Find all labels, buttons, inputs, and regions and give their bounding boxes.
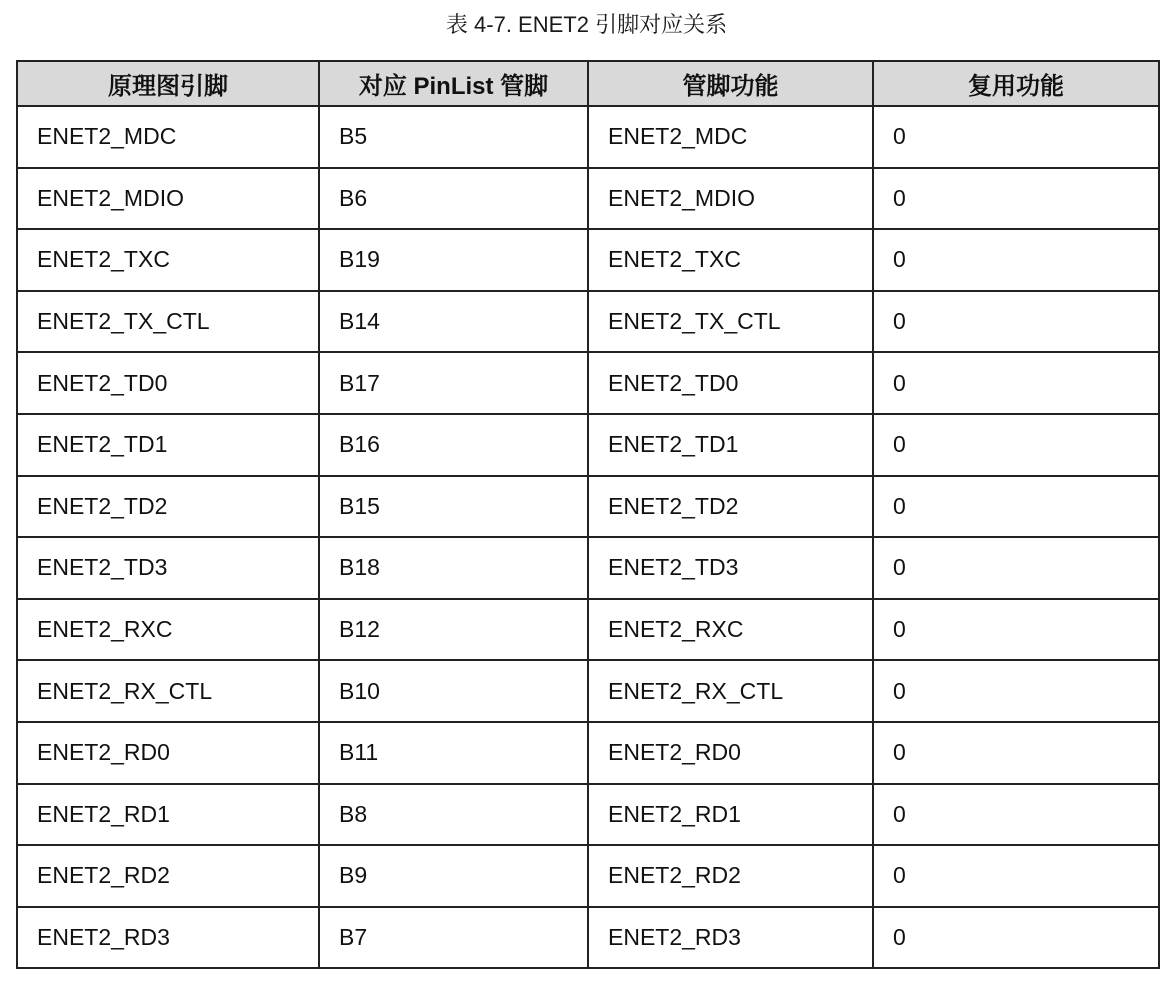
table-row: [17, 229, 1159, 291]
cell-pin-function: ENET2_TD2: [588, 476, 873, 538]
cell-pinlist-pin: B5: [319, 106, 588, 168]
cell-pinlist-pin: B8: [319, 784, 588, 846]
cell-schematic-pin: ENET2_RD1: [17, 784, 319, 846]
cell-schematic-pin: ENET2_RX_CTL: [17, 660, 319, 722]
cell-schematic-pin: ENET2_RD2: [17, 845, 319, 907]
cell-pin-function: ENET2_MDIO: [588, 168, 873, 230]
cell-pin-function: ENET2_RD1: [588, 784, 873, 846]
cell-schematic-pin: ENET2_RD0: [17, 722, 319, 784]
cell-pin-function: ENET2_RD3: [588, 907, 873, 969]
cell-pin-function: ENET2_MDC: [588, 106, 873, 168]
cell-pin-function: ENET2_TD0: [588, 352, 873, 414]
header-mux-function: 复用功能: [873, 61, 1159, 106]
cell-mux-function: 0: [873, 476, 1159, 538]
table-row: [17, 291, 1159, 353]
table-row: [17, 476, 1159, 538]
cell-pinlist-pin: B14: [319, 291, 588, 353]
cell-mux-function: 0: [873, 599, 1159, 661]
cell-mux-function: 0: [873, 168, 1159, 230]
table-row: [17, 907, 1159, 969]
table-row: [17, 414, 1159, 476]
header-pin-function: 管脚功能: [588, 61, 873, 106]
cell-schematic-pin: ENET2_TD0: [17, 352, 319, 414]
enet2-pin-table: [16, 60, 1160, 969]
cell-mux-function: 0: [873, 660, 1159, 722]
cell-mux-function: 0: [873, 845, 1159, 907]
cell-mux-function: 0: [873, 722, 1159, 784]
header-schematic-pin: 原理图引脚: [17, 61, 319, 106]
cell-pin-function: ENET2_RD0: [588, 722, 873, 784]
cell-pinlist-pin: B15: [319, 476, 588, 538]
cell-mux-function: 0: [873, 907, 1159, 969]
cell-mux-function: 0: [873, 229, 1159, 291]
cell-pinlist-pin: B6: [319, 168, 588, 230]
cell-pin-function: ENET2_RX_CTL: [588, 660, 873, 722]
cell-pinlist-pin: B11: [319, 722, 588, 784]
cell-pinlist-pin: B17: [319, 352, 588, 414]
cell-schematic-pin: ENET2_TD1: [17, 414, 319, 476]
table-row: [17, 106, 1159, 168]
cell-mux-function: 0: [873, 537, 1159, 599]
table-row: [17, 784, 1159, 846]
table-row: [17, 660, 1159, 722]
table-row: [17, 352, 1159, 414]
cell-schematic-pin: ENET2_RXC: [17, 599, 319, 661]
table-row: [17, 599, 1159, 661]
cell-mux-function: 0: [873, 352, 1159, 414]
table-header-row: [17, 61, 1159, 106]
table-row: [17, 168, 1159, 230]
cell-schematic-pin: ENET2_TD3: [17, 537, 319, 599]
cell-pinlist-pin: B16: [319, 414, 588, 476]
cell-mux-function: 0: [873, 106, 1159, 168]
cell-pin-function: ENET2_TD3: [588, 537, 873, 599]
cell-schematic-pin: ENET2_MDC: [17, 106, 319, 168]
cell-schematic-pin: ENET2_TD2: [17, 476, 319, 538]
cell-pin-function: ENET2_TD1: [588, 414, 873, 476]
cell-pin-function: ENET2_RXC: [588, 599, 873, 661]
cell-schematic-pin: ENET2_MDIO: [17, 168, 319, 230]
header-pinlist-pin: 对应 PinList 管脚: [319, 61, 588, 106]
cell-pin-function: ENET2_TXC: [588, 229, 873, 291]
cell-mux-function: 0: [873, 414, 1159, 476]
cell-pin-function: ENET2_TX_CTL: [588, 291, 873, 353]
cell-pinlist-pin: B19: [319, 229, 588, 291]
cell-pinlist-pin: B12: [319, 599, 588, 661]
cell-schematic-pin: ENET2_TXC: [17, 229, 319, 291]
cell-pinlist-pin: B18: [319, 537, 588, 599]
table-row: [17, 722, 1159, 784]
cell-pin-function: ENET2_RD2: [588, 845, 873, 907]
cell-pinlist-pin: B7: [319, 907, 588, 969]
cell-mux-function: 0: [873, 784, 1159, 846]
table-row: [17, 537, 1159, 599]
table-caption: 表 4-7. ENET2 引脚对应关系: [445, 12, 728, 37]
table-row: [17, 845, 1159, 907]
cell-mux-function: 0: [873, 291, 1159, 353]
cell-pinlist-pin: B10: [319, 660, 588, 722]
cell-schematic-pin: ENET2_TX_CTL: [17, 291, 319, 353]
cell-pinlist-pin: B9: [319, 845, 588, 907]
cell-schematic-pin: ENET2_RD3: [17, 907, 319, 969]
